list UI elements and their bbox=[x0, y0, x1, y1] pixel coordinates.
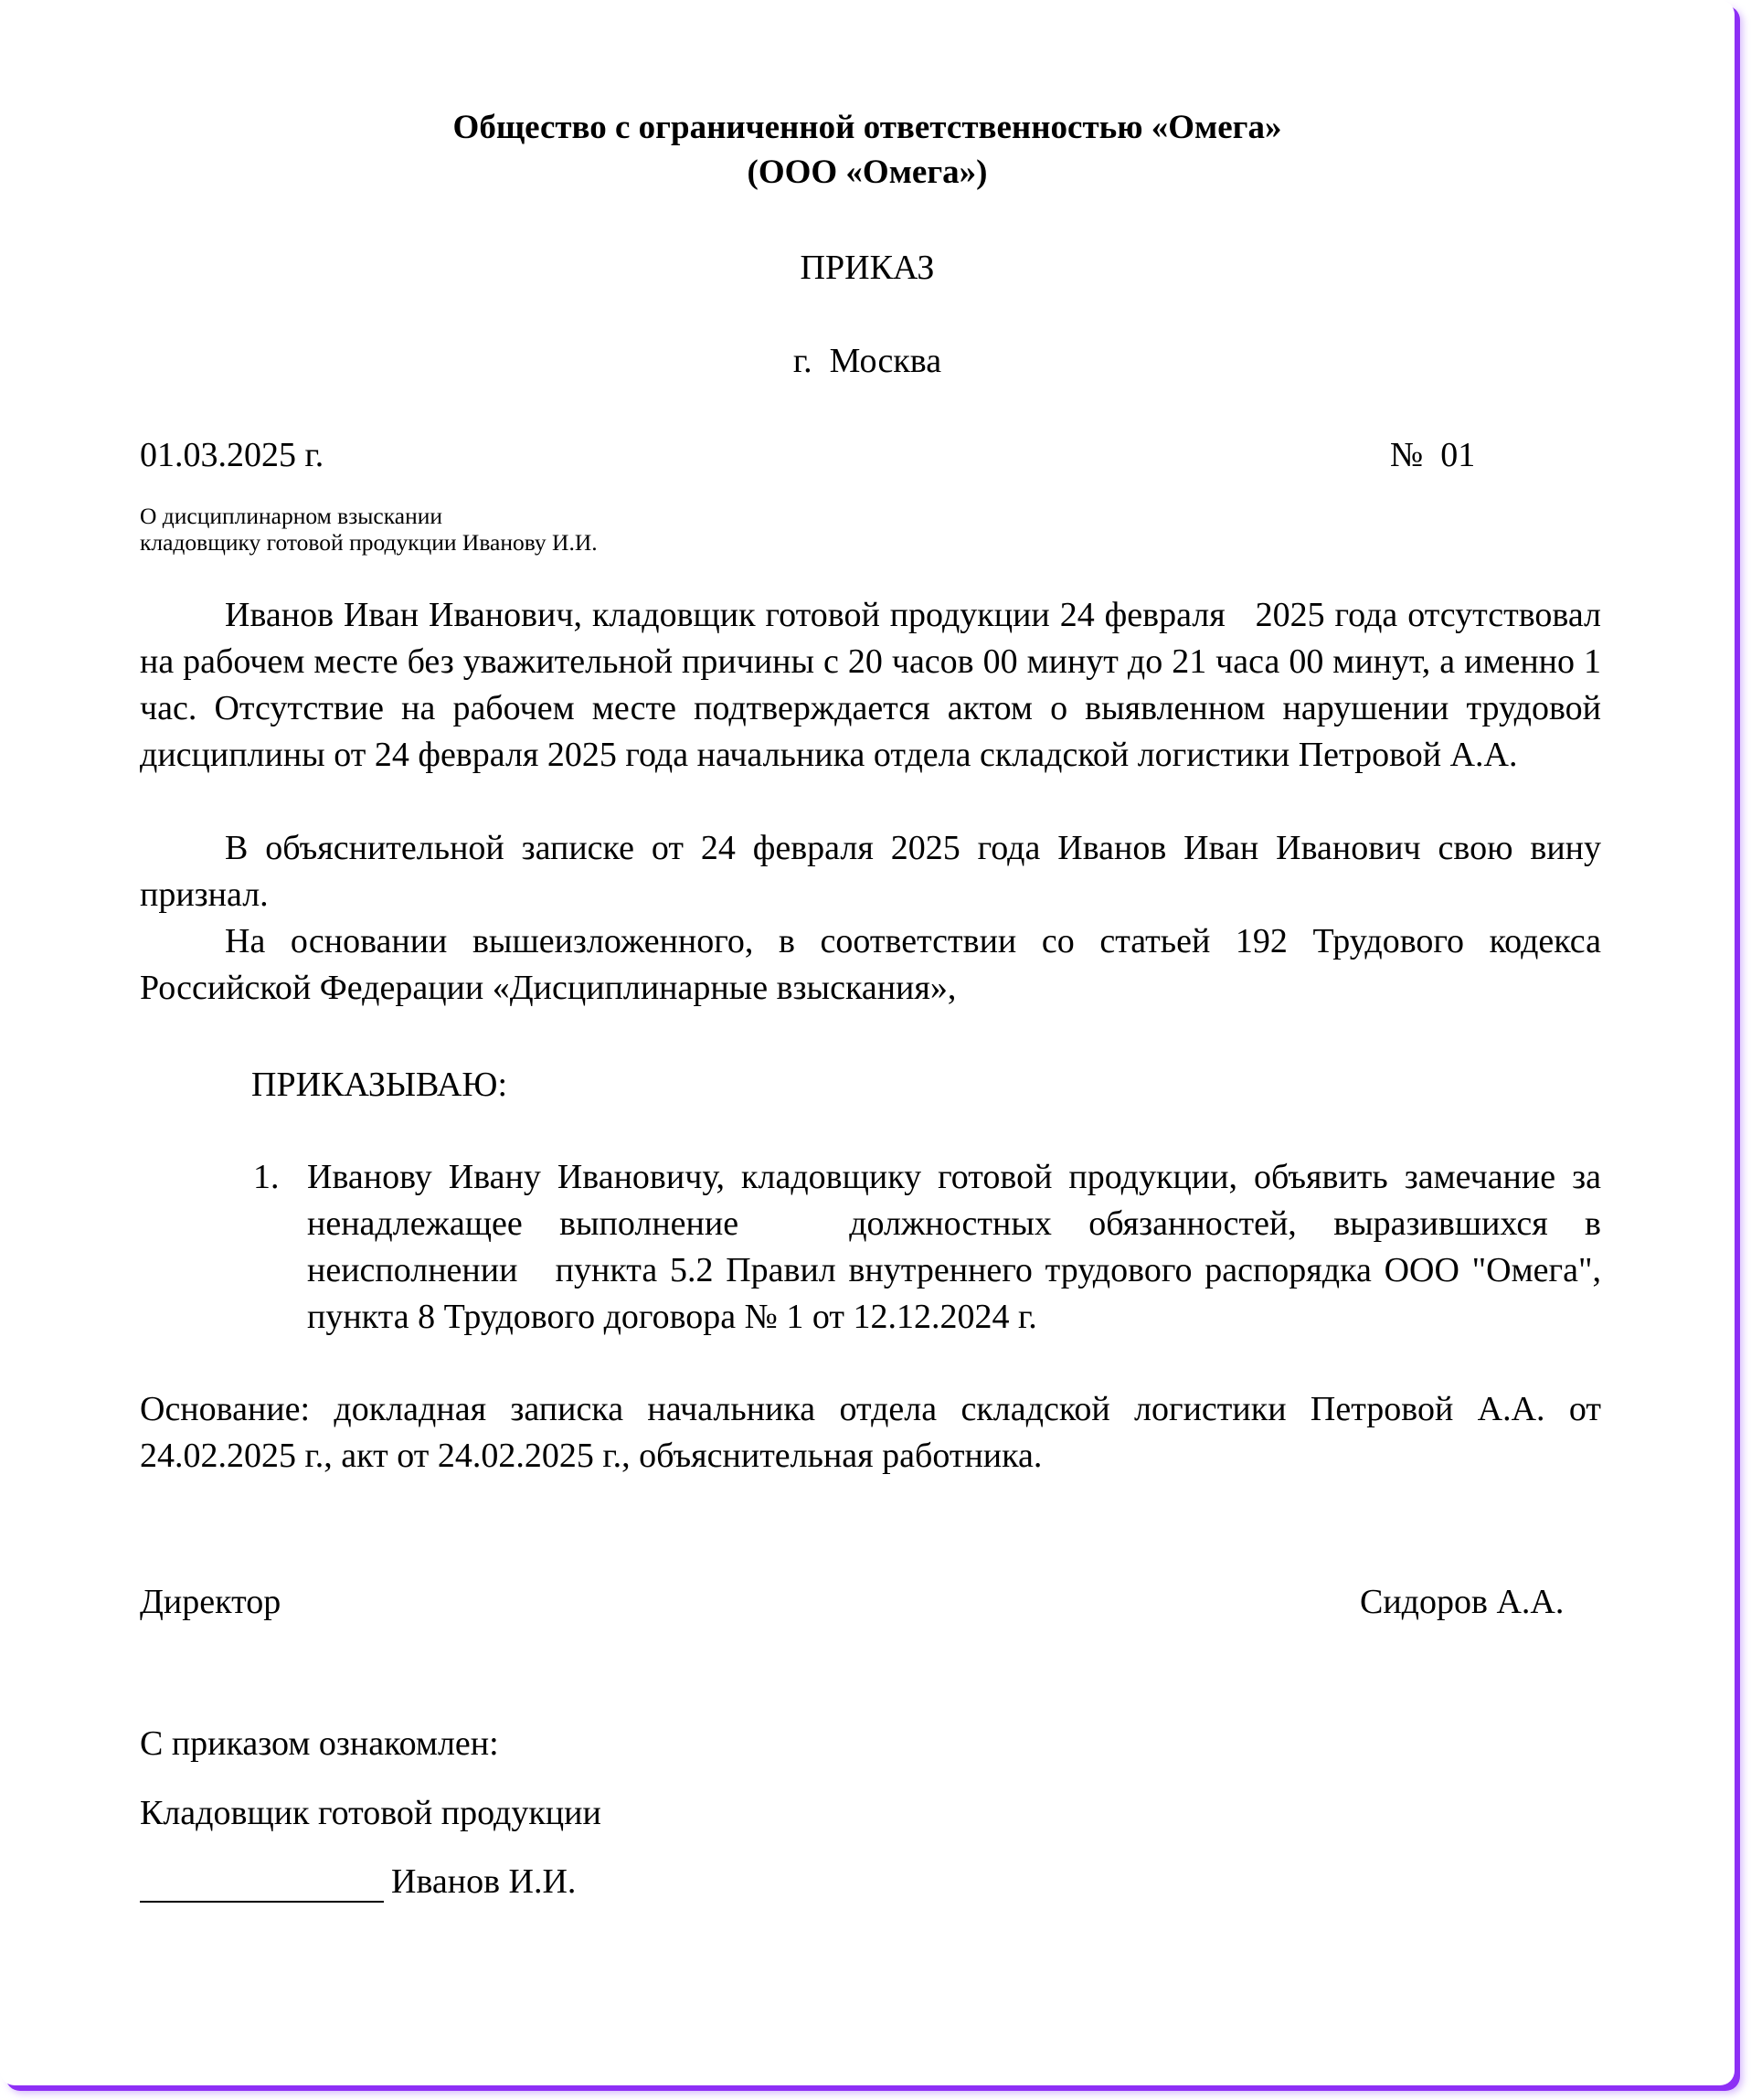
basis-paragraph: Основание: докладная записка начальника отдела складской логистики Петровой А.А. от 24.02.2025 г., акт от 24.02.2025 г., объяснительная работника. bbox=[140, 1390, 1601, 1475]
document-date: 01.03.2025 г. bbox=[140, 436, 324, 474]
signatory-name: Сидоров А.А. bbox=[1360, 1583, 1565, 1621]
preamble-paragraph-3: На основании вышеизложенного, в соответствии со статьей 192 Трудового кодекса Российской Федерации «Дисциплинарные взыскания», bbox=[140, 922, 1601, 1007]
organization-full-name: Общество с ограниченной ответственностью «Омега» bbox=[452, 109, 1282, 146]
order-item-text: Иванову Ивану Ивановичу, кладовщику готовой продукции, объявить замечание за ненадлежащее выполнение должностных обязанностей, выразившихся в неисполнении пункта 5.2 Правил внутреннего трудового распорядка ООО "Омега", пункта 8 Трудового договора № 1 от 12.12.2024 г. bbox=[307, 1158, 1610, 1336]
acknowledgement-position: Кладовщик готовой продукции bbox=[140, 1794, 601, 1832]
organization-short-name: (ООО «Омега») bbox=[747, 154, 988, 191]
preamble-paragraph-2: В объяснительной записке от 24 февраля 2025 года Иванов Иван Иванович свою вину признал. bbox=[140, 829, 1601, 914]
document-type-title: ПРИКАЗ bbox=[800, 249, 935, 287]
subject-line-2: кладовщику готовой продукции Иванову И.И. bbox=[140, 529, 598, 556]
order-item-number: 1. bbox=[253, 1158, 280, 1196]
signature-line bbox=[140, 1901, 384, 1903]
document-city: г. Москва bbox=[792, 342, 942, 380]
acknowledgement-label: С приказом ознакомлен: bbox=[140, 1724, 499, 1763]
document-number: № 01 bbox=[1390, 436, 1476, 474]
acknowledgement-name: Иванов И.И. bbox=[391, 1862, 577, 1901]
order-word: ПРИКАЗЫВАЮ: bbox=[251, 1066, 508, 1104]
subject-line-1: О дисциплинарном взыскании bbox=[140, 503, 443, 529]
preamble-paragraph-1: Иванов Иван Иванович, кладовщик готовой продукции 24 февраля 2025 года отсутствовал на рабочем месте без уважительной причины с 20 часов 00 минут до 21 часа 00 минут, а именно 1 час. Отсутствие на рабочем месте подтверждается актом о выявленном нарушении трудовой дисциплины от 24 февраля 2025 года начальника отдела складской логистики Петровой А.А. bbox=[140, 596, 1610, 774]
signatory-position: Директор bbox=[140, 1583, 281, 1621]
